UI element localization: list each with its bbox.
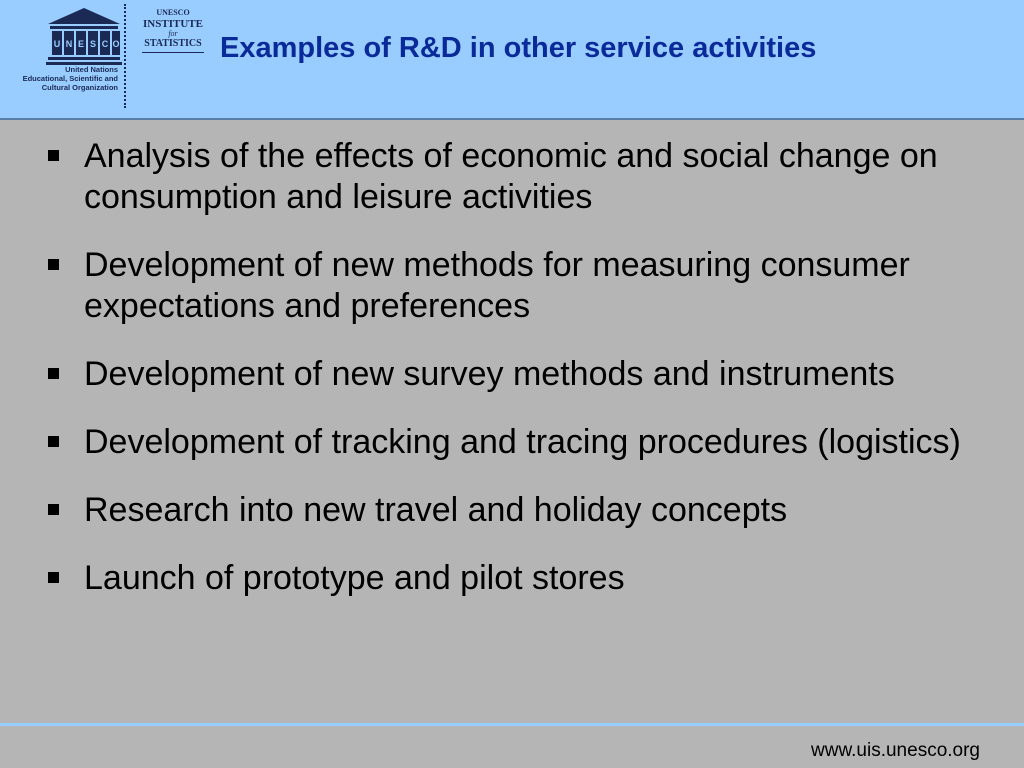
bullet-item xyxy=(46,354,976,395)
unesco-logo-letter-o: O xyxy=(112,39,120,49)
square-bullet-icon xyxy=(48,368,59,379)
unesco-logo-letter-u: U xyxy=(53,39,61,49)
footer-url: www.uis.unesco.org xyxy=(811,740,980,761)
bullet-text: Launch of prototype and pilot stores xyxy=(84,559,625,597)
unesco-name-line: Cultural Organization xyxy=(41,83,118,92)
square-bullet-icon xyxy=(48,150,59,161)
bullet-item xyxy=(46,422,976,463)
unesco-logo-letter-e: E xyxy=(77,39,85,49)
bullet-text: Development of new survey methods and instruments xyxy=(84,355,895,393)
uis-logo-line: STATISTICS xyxy=(144,38,202,49)
unesco-organization-name xyxy=(6,65,118,92)
unesco-temple-logo xyxy=(44,6,124,70)
bullet-text: Development of new methods for measuring consumer expectations and preferences xyxy=(84,246,910,325)
uis-logo-line: UNESCO xyxy=(156,8,190,17)
square-bullet-icon xyxy=(48,504,59,515)
uis-logo xyxy=(138,8,208,66)
bullet-item xyxy=(46,558,976,599)
square-bullet-icon xyxy=(48,436,59,447)
unesco-name-line: United Nations xyxy=(65,65,118,74)
header-divider xyxy=(124,4,126,108)
bullet-item xyxy=(46,136,976,218)
uis-logo-line: INSTITUTE xyxy=(143,18,203,30)
unesco-logo-letter-c: C xyxy=(101,39,109,49)
bullet-text: Analysis of the effects of economic and social change on consumption and leisure activities xyxy=(84,137,938,216)
uis-logo-line: for xyxy=(168,29,178,38)
unesco-name-line: Educational, Scientific and xyxy=(22,74,118,83)
unesco-logo-letter-n: N xyxy=(65,39,73,49)
bullet-list xyxy=(46,136,976,626)
square-bullet-icon xyxy=(48,259,59,270)
unesco-logo-letter-s: S xyxy=(89,39,97,49)
uis-logo-rule xyxy=(142,52,204,53)
slide-title: Examples of R&D in other service activities xyxy=(220,32,817,64)
bullet-text: Development of tracking and tracing procedures (logistics) xyxy=(84,423,961,461)
bullet-item xyxy=(46,490,976,531)
square-bullet-icon xyxy=(48,572,59,583)
bullet-item xyxy=(46,245,976,327)
slide-header xyxy=(0,0,1024,120)
footer-divider xyxy=(0,723,1024,726)
bullet-text: Research into new travel and holiday concepts xyxy=(84,491,788,529)
